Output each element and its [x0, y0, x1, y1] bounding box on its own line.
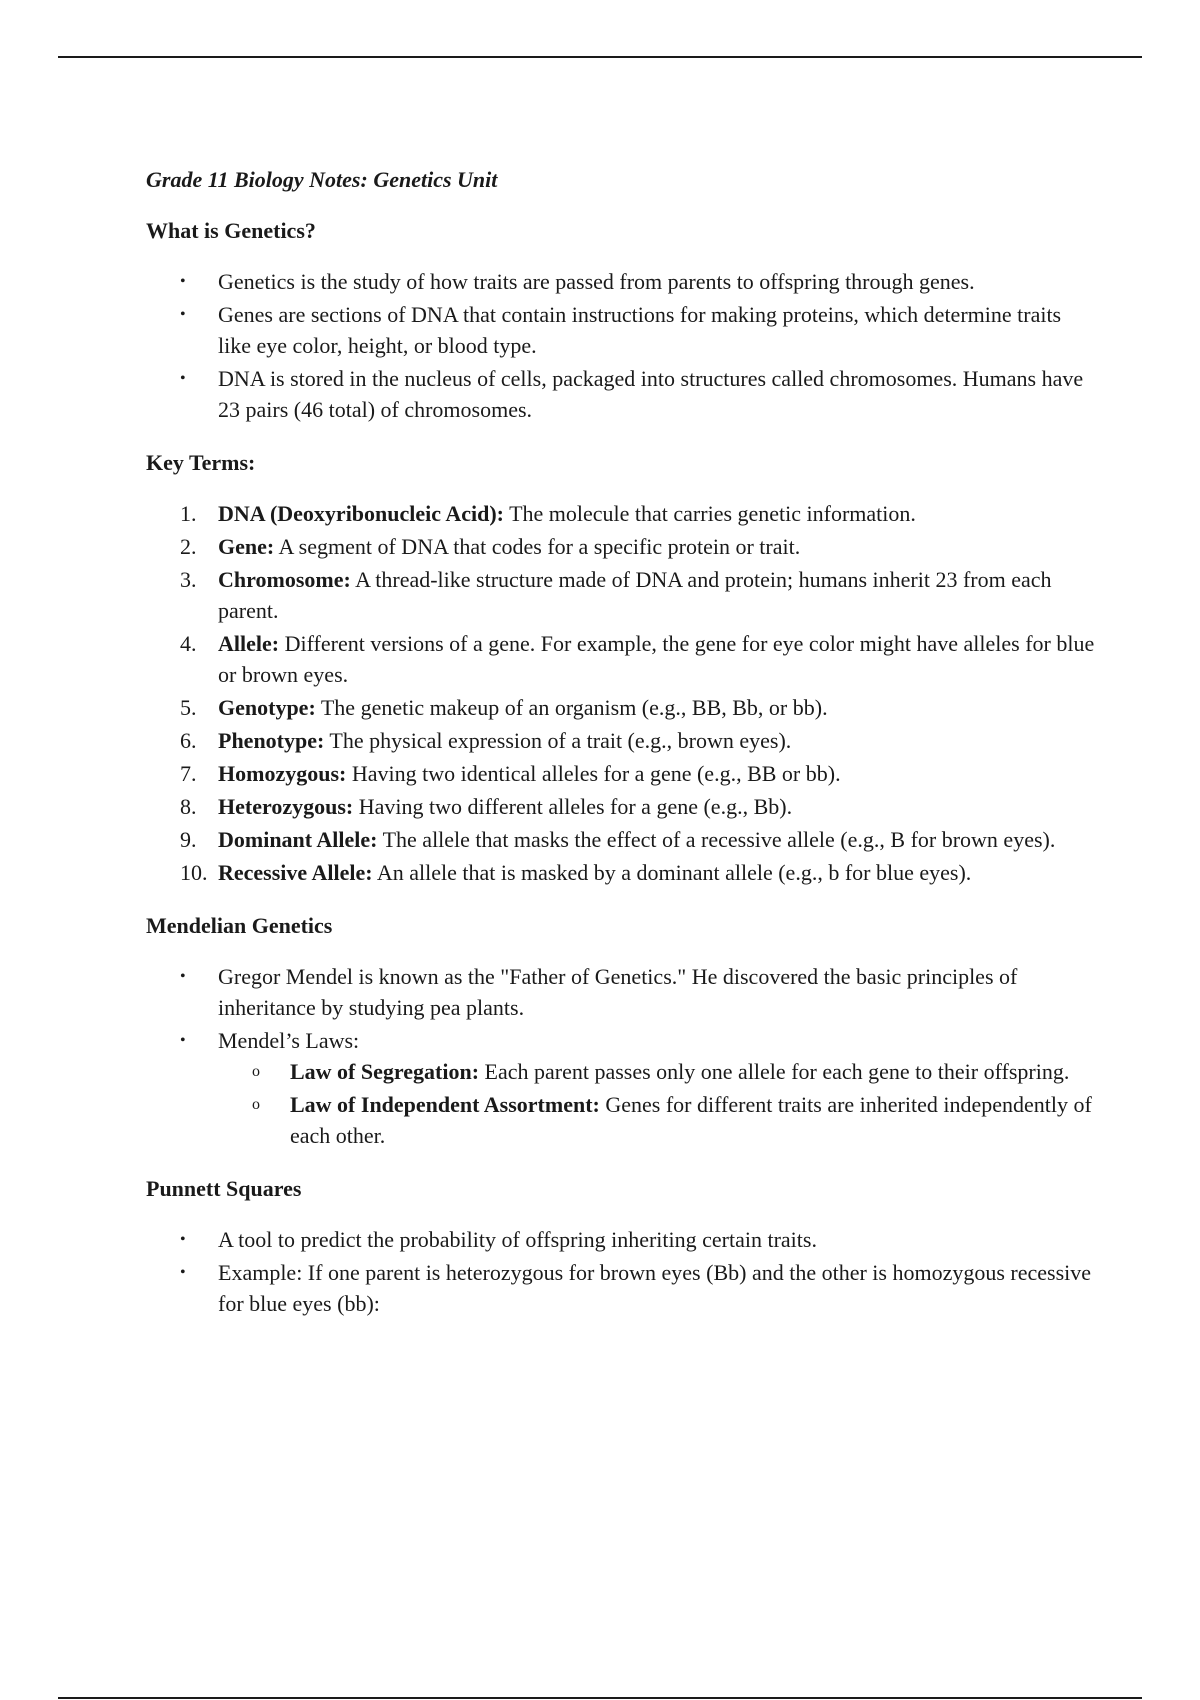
- term-name: Allele:: [218, 631, 280, 656]
- law-definition: Genes for different traits are inherited independently of each other.: [290, 1092, 1092, 1148]
- term-definition: The molecule that carries genetic information.: [503, 501, 916, 526]
- list-item-text: Mendel’s Laws:: [218, 1028, 360, 1053]
- list-item-text: Gregor Mendel is known as the "Father of Genetics." He discovered the basic principles of inheritance by studying pea plants.: [218, 964, 1018, 1020]
- term-name: Genotype:: [218, 695, 316, 720]
- term-definition: The genetic makeup of an organism (e.g., BB, Bb, or bb).: [315, 695, 828, 720]
- bullet-marker: •: [180, 273, 186, 290]
- term-name: Phenotype:: [218, 728, 325, 753]
- bottom-rule: [58, 1697, 1142, 1699]
- list-number: 4.: [180, 631, 197, 656]
- key-term-item: [146, 725, 1096, 756]
- bullet-marker: •: [180, 1264, 186, 1281]
- list-item: [146, 1025, 1096, 1151]
- section-heading-mendelian-genetics: Mendelian Genetics: [146, 913, 333, 938]
- term-definition: An allele that is masked by a dominant allele (e.g., b for blue eyes).: [372, 860, 972, 885]
- document-title: Grade 11 Biology Notes: Genetics Unit: [146, 167, 498, 192]
- list-number: 3.: [180, 567, 197, 592]
- term-name: Recessive Allele:: [218, 860, 373, 885]
- sub-list-item: [218, 1056, 1096, 1087]
- term-definition: The physical expression of a trait (e.g., brown eyes).: [324, 728, 792, 753]
- term-definition: A thread-like structure made of DNA and protein; humans inherit 23 from each parent.: [218, 567, 1052, 623]
- section-heading-what-is-genetics: What is Genetics?: [146, 218, 316, 243]
- bullet-marker: •: [180, 1032, 186, 1049]
- term-name: Homozygous:: [218, 761, 347, 786]
- law-name: Law of Independent Assortment:: [290, 1092, 600, 1117]
- term-definition: Different versions of a gene. For example, the gene for eye color might have alleles for blue or brown eyes.: [218, 631, 1095, 687]
- term-definition: Having two different alleles for a gene (e.g., Bb).: [353, 794, 793, 819]
- key-term-item: [146, 564, 1096, 626]
- top-rule: [58, 56, 1142, 58]
- bullet-marker: •: [180, 370, 186, 387]
- list-item-text: Genetics is the study of how traits are passed from parents to offspring through genes.: [218, 269, 975, 294]
- list-item-text: DNA is stored in the nucleus of cells, packaged into structures called chromosomes. Humans have 23 pairs (46 total) of chromosomes.: [218, 366, 1084, 422]
- mendel-laws-list: [218, 1056, 1096, 1151]
- term-name: Dominant Allele:: [218, 827, 378, 852]
- key-term-item: [146, 692, 1096, 723]
- list-item-text: Genes are sections of DNA that contain instructions for making proteins, which determine traits like eye color, height, or blood type.: [218, 302, 1062, 358]
- bullet-marker: •: [180, 306, 186, 323]
- list-item: [146, 363, 1096, 425]
- law-name: Law of Segregation:: [290, 1059, 480, 1084]
- list-number: 2.: [180, 534, 197, 559]
- key-terms-list: [146, 498, 1096, 888]
- term-name: Heterozygous:: [218, 794, 354, 819]
- term-name: DNA (Deoxyribonucleic Acid):: [218, 501, 504, 526]
- punnett-list: [146, 1224, 1096, 1319]
- key-term-item: [146, 498, 1096, 529]
- section-heading-key-terms: Key Terms:: [146, 450, 256, 475]
- list-number: 5.: [180, 695, 197, 720]
- key-term-item: [146, 758, 1096, 789]
- key-term-item: [146, 824, 1096, 855]
- list-number: 9.: [180, 827, 197, 852]
- list-item: [146, 299, 1096, 361]
- what-is-genetics-list: [146, 266, 1096, 425]
- list-item: [146, 1257, 1096, 1319]
- key-term-item: [146, 628, 1096, 690]
- term-definition: The allele that masks the effect of a recessive allele (e.g., B for brown eyes).: [377, 827, 1056, 852]
- mendelian-list: [146, 961, 1096, 1151]
- sub-bullet-marker: o: [252, 1096, 260, 1113]
- bullet-marker: •: [180, 968, 186, 985]
- key-term-item: [146, 857, 1096, 888]
- list-item: [146, 961, 1096, 1023]
- list-item: [146, 266, 1096, 297]
- list-number: 6.: [180, 728, 197, 753]
- term-definition: A segment of DNA that codes for a specific protein or trait.: [274, 534, 801, 559]
- bullet-marker: •: [180, 1231, 186, 1248]
- law-definition: Each parent passes only one allele for each gene to their offspring.: [479, 1059, 1070, 1084]
- list-number: 7.: [180, 761, 197, 786]
- term-definition: Having two identical alleles for a gene (e.g., BB or bb).: [346, 761, 841, 786]
- list-number: 8.: [180, 794, 197, 819]
- list-number: 1.: [180, 501, 197, 526]
- sub-bullet-marker: o: [252, 1063, 260, 1080]
- term-name: Gene:: [218, 534, 275, 559]
- list-item-text: Example: If one parent is heterozygous for brown eyes (Bb) and the other is homozygous recessive for blue eyes (bb):: [218, 1260, 1092, 1316]
- sub-list-item: [218, 1089, 1096, 1151]
- section-heading-punnett-squares: Punnett Squares: [146, 1176, 302, 1201]
- list-number: 10.: [180, 860, 208, 885]
- document-body: [146, 164, 1096, 1341]
- list-item: [146, 1224, 1096, 1255]
- term-name: Chromosome:: [218, 567, 351, 592]
- key-term-item: [146, 531, 1096, 562]
- key-term-item: [146, 791, 1096, 822]
- list-item-text: A tool to predict the probability of offspring inheriting certain traits.: [218, 1227, 817, 1252]
